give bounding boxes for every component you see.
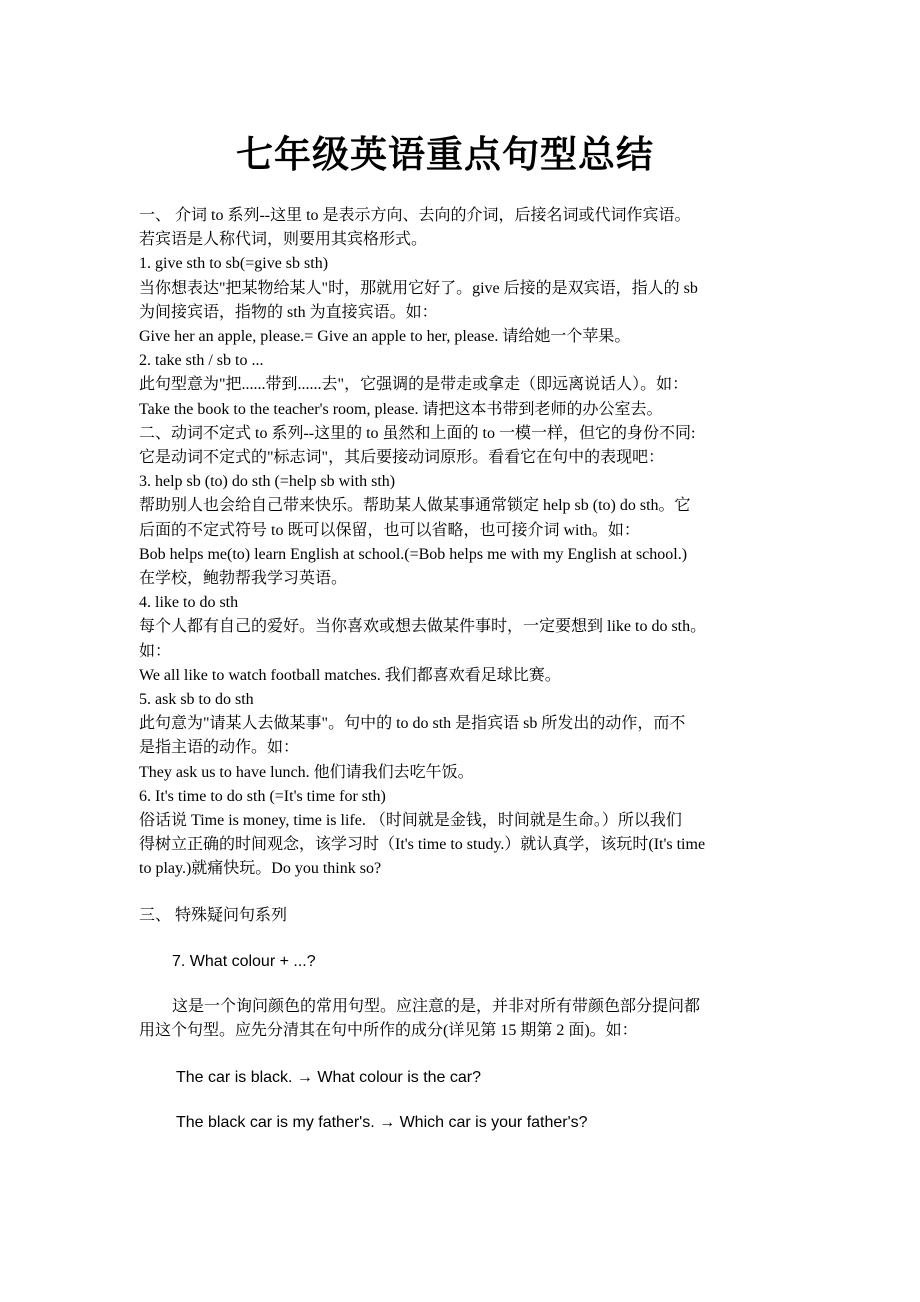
item-3-example-translation: 在学校，鲍勃帮我学习英语。 bbox=[139, 570, 348, 588]
item-5-heading: 5. ask sb to do sth bbox=[139, 691, 254, 709]
item-6-heading: 6. It's time to do sth (=It's time for sth) bbox=[139, 787, 386, 805]
spacer bbox=[139, 974, 789, 995]
item-6-text: 得树立正确的时间观念，该学习时（It's time to study.）就认真学，该玩时(It's time bbox=[139, 836, 706, 854]
section-3-heading: 三、 特殊疑问句系列 bbox=[139, 906, 288, 924]
item-4-text: 每个人都有自己的爱好。当你喜欢或想去做某件事时，一定要想到 like to do sth。 bbox=[139, 618, 707, 636]
item-6-text: to play.)就痛快玩。Do you think so? bbox=[139, 860, 382, 878]
item-3-text: 帮助别人也会给自己带来快乐。帮助某人做某事通常锁定 help sb (to) do sth。它 bbox=[139, 497, 691, 515]
item-1-heading: 1. give sth to sb(=give sb sth) bbox=[139, 255, 329, 273]
section-2-text: 它是动词不定式的"标志词"，其后要接动词原形。看看它在句中的表现吧： bbox=[139, 449, 665, 467]
item-5-example: They ask us to have lunch. 他们请我们去吃午饭。 bbox=[139, 763, 474, 781]
item-1-text: 当你想表达"把某物给某人"时，那就用它好了。give 后接的是双宾语，指人的 sb bbox=[139, 279, 698, 297]
item-4-example: We all like to watch football matches. 我们都喜欢看足球比赛。 bbox=[139, 666, 561, 684]
document-body bbox=[139, 204, 789, 1135]
item-4-heading: 4. like to do sth bbox=[139, 594, 239, 612]
item-3-example: Bob helps me(to) learn English at school.(=Bob helps me with my English at school.) bbox=[139, 545, 688, 563]
item-4-text: 如： bbox=[139, 642, 172, 660]
item-7-text: 这是一个询问颜色的常用句型。应注意的是，并非对所有带颜色部分提问都 bbox=[172, 998, 701, 1016]
item-2-example: Take the book to the teacher's room, please. 请把这本书带到老师的办公室去。 bbox=[139, 400, 663, 418]
spacer bbox=[139, 928, 789, 950]
item-5-text: 此句意为"请某人去做某事"。句中的 to do sth 是指宾语 sb 所发出的动作，而不 bbox=[139, 715, 686, 733]
item-1-text: 为间接宾语，指物的 sth 为直接宾语。如： bbox=[139, 303, 438, 321]
item-7-example-2: The black car is my father's. → Which car is your father's? bbox=[176, 1113, 588, 1131]
section-1-heading: 一、 介词 to 系列--这里 to 是表示方向、去向的介词，后接名词或代词作宾语。 bbox=[139, 207, 691, 224]
item-7-heading: 7. What colour + ...? bbox=[172, 952, 316, 970]
item-6-text: 俗话说 Time is money, time is life. （时间就是金钱，时间就是生命。）所以我们 bbox=[139, 812, 682, 830]
item-5-text: 是指主语的动作。如： bbox=[139, 739, 300, 757]
item-2-text: 此句型意为"把......带到......去"，它强调的是带走或拿走（即远离说话人）。如： bbox=[139, 376, 689, 394]
spacer bbox=[139, 1044, 789, 1066]
item-1-example: Give her an apple, please.= Give an apple to her, please. 请给她一个苹果。 bbox=[139, 328, 631, 346]
item-3-heading: 3. help sb (to) do sth (=help sb with sth) bbox=[139, 473, 396, 491]
item-7-example-1: The car is black. → What colour is the car? bbox=[176, 1068, 481, 1086]
section-2-heading: 二、动词不定式 to 系列--这里的 to 虽然和上面的 to 一模一样，但它的身份不同: bbox=[139, 424, 696, 442]
spacer bbox=[139, 1090, 789, 1111]
section-1-text: 若宾语是人称代词，则要用其宾格形式。 bbox=[139, 231, 428, 249]
spacer bbox=[139, 882, 789, 904]
item-7-text: 用这个句型。应先分清其在句中所作的成分(详见第 15 期第 2 面)。如： bbox=[139, 1022, 638, 1040]
item-3-text: 后面的不定式符号 to 既可以保留，也可以省略，也可接介词 with。如： bbox=[139, 521, 640, 539]
document-title: 七年级英语重点句型总结 bbox=[236, 132, 654, 176]
item-2-heading: 2. take sth / sb to ... bbox=[139, 352, 264, 370]
